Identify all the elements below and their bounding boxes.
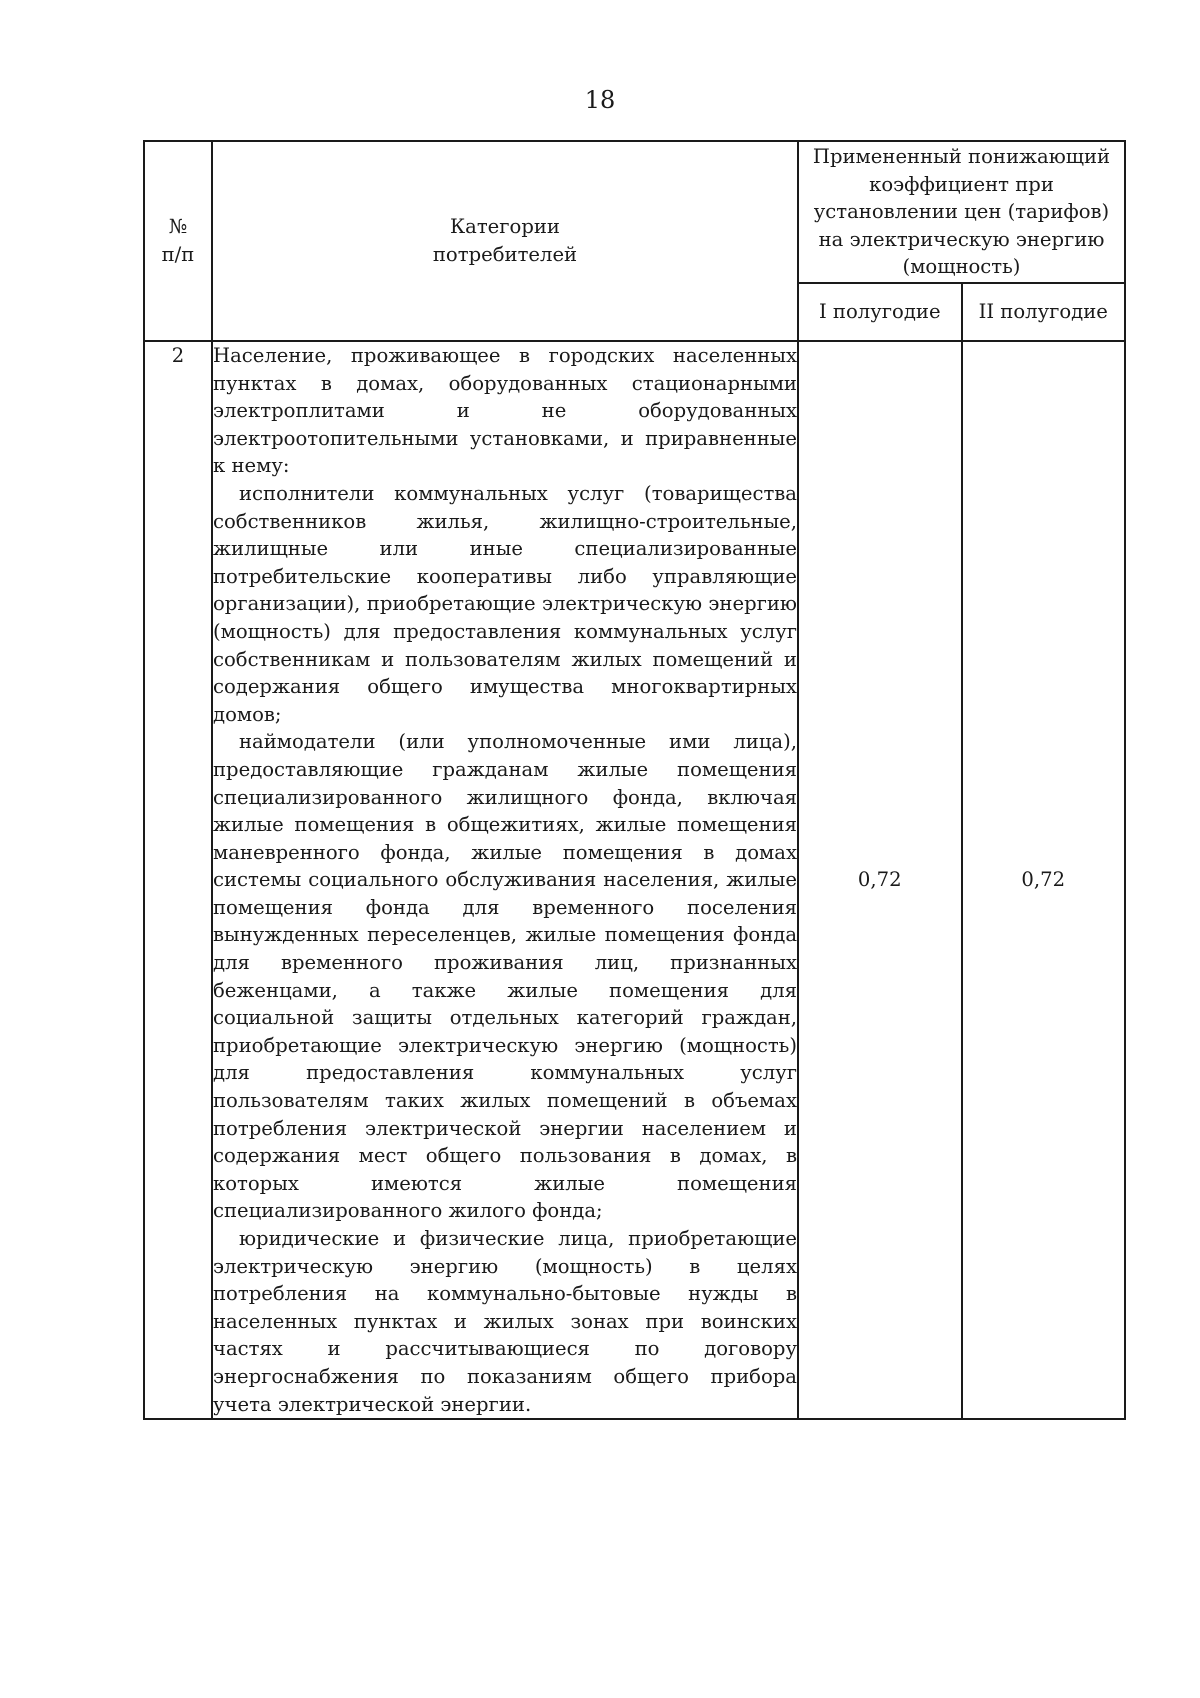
header-row <box>144 141 1125 283</box>
category-paragraph: Население, проживающее в городских населенных пунктах в домах, оборудованных стационарными электроплитами и не оборудованных электроотопительными установками, и приравненные к нему: <box>213 344 797 478</box>
header-category <box>212 141 798 341</box>
category-paragraph: наймодатели (или уполномоченные ими лица), предоставляющие гражданам жилые помещения специализированного жилищного фонда, включая жилые помещения в общежитиях, жилые помещения маневренного фонда, жилые помещения в домах системы социального обслуживания населения, жилые помещения фонда для временного поселения вынужденных переселенцев, жилые помещения фонда для временного проживания лиц, признанных беженцами, а также жилые помещения для социальной защиты отдельных категорий граждан, приобретающие электрическую энергию (мощность) для предоставления коммунальных услуг пользователям таких жилых помещений в объемах потребления электрической энергии населением и содержания мест общего пользования в домах, в которых имеются жилые помещения специализированного жилого фонда; <box>213 730 797 1223</box>
row-category-description <box>212 341 798 1419</box>
table-row <box>144 341 1125 1419</box>
category-paragraph: юридические и физические лица, приобретающие электрическую энергию (мощность) в целях потребления на коммунально-бытовые нужды в населенных пунктах и жилых зонах при воинских частях и рассчитывающиеся по договору энергоснабжения по показаниям общего прибора учета электрической энергии. <box>213 1227 797 1416</box>
header-category-line2: потребителей <box>432 243 578 266</box>
header-category-line1: Категории <box>449 215 560 239</box>
tariff-coefficient-table <box>143 140 1126 1420</box>
row-number: 2 <box>144 341 212 1419</box>
category-paragraph: исполнители коммунальных услуг (товарищества собственников жилья, жилищно-строительные, жилищные или иные специализированные потребительские кооперативы либо управляющие организации), приобретающие электрическую энергию (мощность) для предоставления коммунальных услуг собственникам и пользователям жилых помещений и содержания общего имущества многоквартирных домов; <box>213 481 797 726</box>
header-second-half: II полугодие <box>962 283 1126 341</box>
header-number <box>144 141 212 341</box>
header-number-symbol: № <box>168 215 188 239</box>
header-coefficient: Примененный понижающий коэффициент при установлении цен (тарифов) на электрическую энергию (мощность) <box>798 141 1125 283</box>
row-second-half-value: 0,72 <box>962 341 1126 1419</box>
page-number: 18 <box>584 86 616 114</box>
header-number-label: п/п <box>161 243 195 266</box>
header-first-half: I полугодие <box>798 283 962 341</box>
row-first-half-value: 0,72 <box>798 341 962 1419</box>
